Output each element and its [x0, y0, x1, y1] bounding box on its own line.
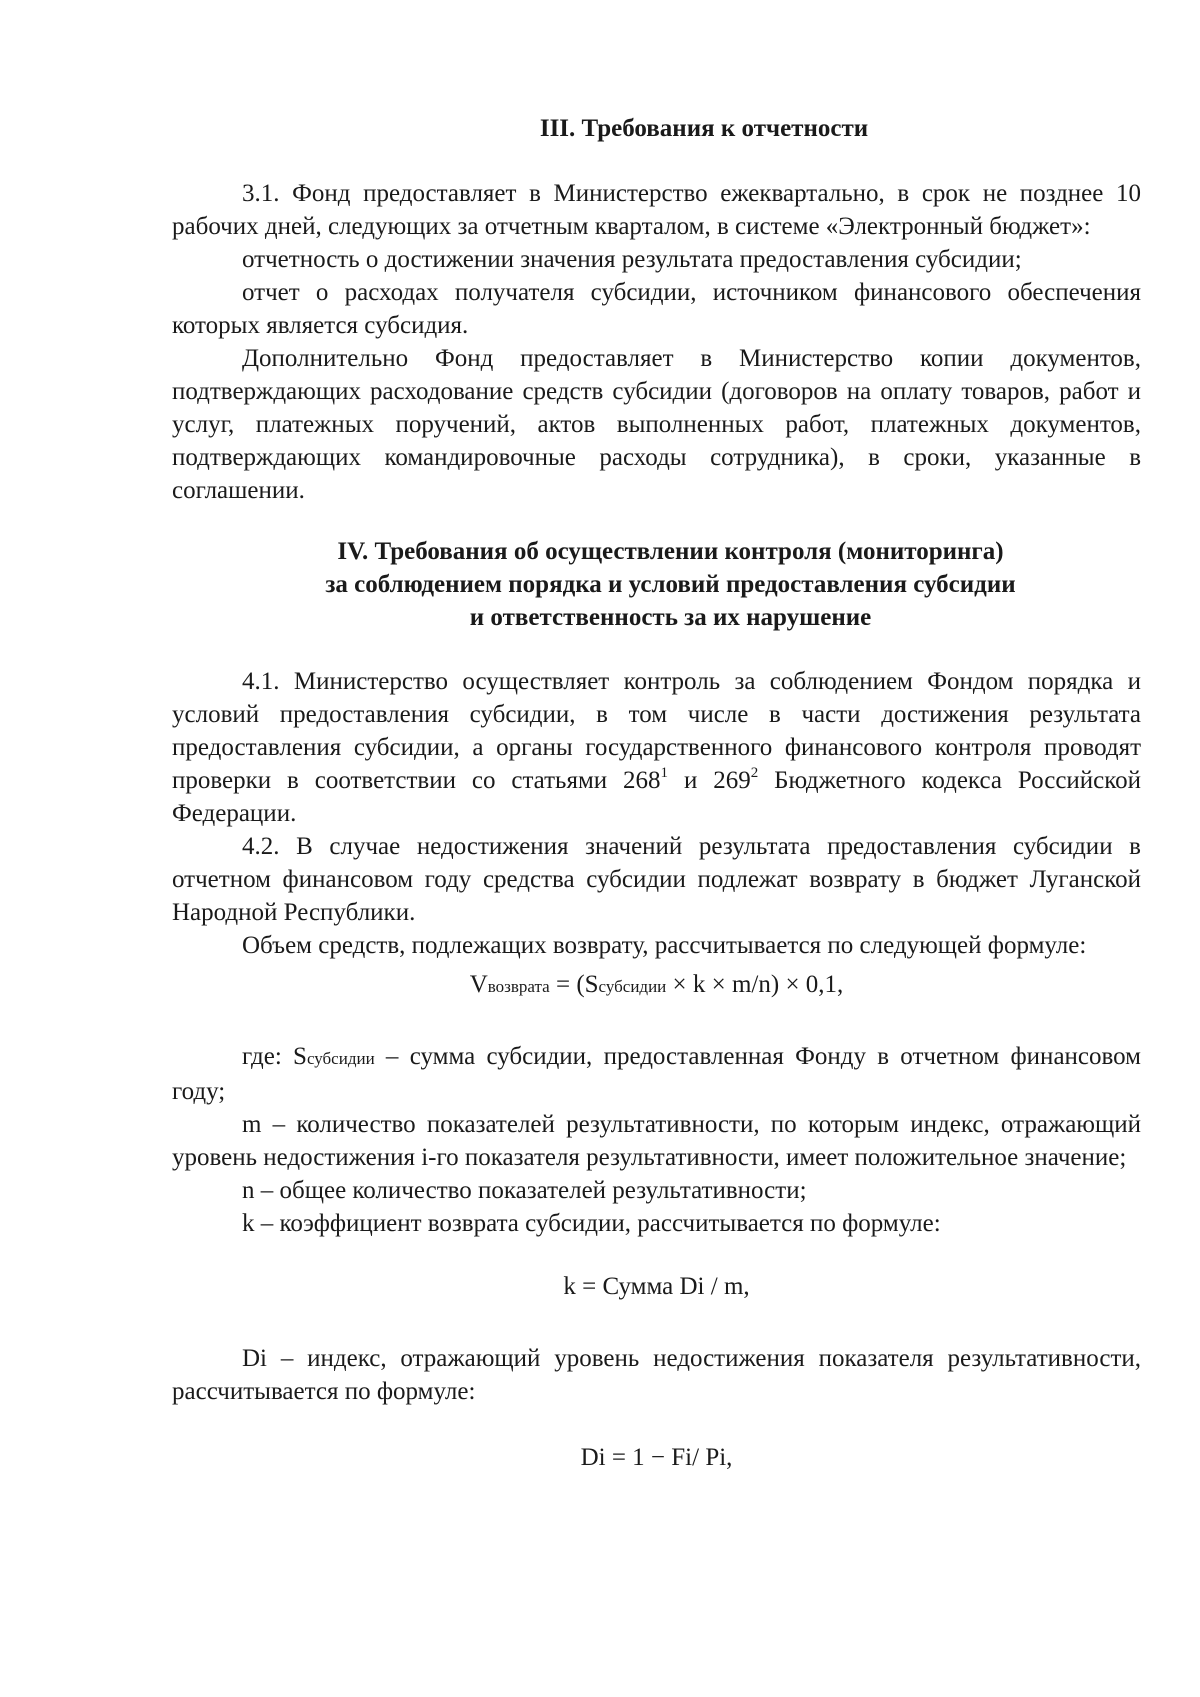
reporting-item-2: отчет о расходах получателя субсидии, источником финансового обеспечения которых является субсидия. — [172, 279, 1141, 339]
additional-documents-paragraph: Дополнительно Фонд предоставляет в Министерство копии документов, подтверждающих расходование средств субсидии (договоров на оплату товаров, работ и услуг, платежных поручений, актов выполненных работ, платежных документов, подтверждающих командировочные расходы сотрудника), в сроки, указанные в соглашении. — [172, 345, 1141, 504]
reporting-item-1: отчетность о достижении значения результата предоставления субсидии; — [242, 246, 1022, 273]
budget-code-reference: Бюджетного кодекса Российской Федерации. — [172, 767, 1142, 827]
section-4-heading-line-1: IV. Требования об осуществлении контроля (мониторинга) — [337, 538, 1004, 565]
document-body — [172, 112, 1141, 1474]
paragraph-4-1 — [172, 665, 1141, 830]
section-4-heading — [200, 535, 1141, 634]
article-269: 269 — [713, 767, 751, 794]
definition-di: Di – индекс, отражающий уровень недостижения показателя результативности, рассчитывается по формуле: — [172, 1345, 1141, 1405]
paragraph-4-2: 4.2. В случае недостижения значений результата предоставления субсидии в отчетном финансовом году средства субсидии подлежат возврату в бюджет Луганской Народной Республики. — [172, 833, 1141, 926]
definition-m: m – количество показателей результативности, по которым индекс, отражающий уровень недостижения i-го показателя результативности, имеет положительное значение; — [172, 1111, 1141, 1171]
formula-di: Di = 1 − Fi/ Pi, — [580, 1444, 733, 1471]
section-3-heading: III. Требования к отчетности — [539, 115, 869, 142]
return-volume-paragraph: Объем средств, подлежащих возврату, рассчитывается по следующей формуле: — [242, 932, 1087, 959]
article-269-sup: 2 — [750, 765, 759, 781]
definition-k: k – коэффициент возврата субсидии, рассчитывается по формуле: — [242, 1210, 941, 1237]
paragraph-3-1: 3.1. Фонд предоставляет в Министерство ежеквартально, в срок не позднее 10 рабочих дней, следующих за отчетным кварталом, в системе «Электронный бюджет»: — [172, 180, 1141, 240]
where-s-subscript: субсидии — [306, 1049, 375, 1068]
section-4-heading-line-3: и ответственность за их нарушение — [469, 604, 872, 631]
paragraph-4-1-text: 4.1. Министерство осуществляет контроль за соблюдением Фондом порядка и условий предоставления субсидии, в том числе в части достижения результата предоставления субсидии, а органы государственного финансового контроля проводят проверки в соответствии со статьями — [172, 668, 1141, 794]
section-4-heading-line-2: за соблюдением порядка и условий предоставления субсидии — [325, 571, 1016, 598]
article-268: 268 — [623, 767, 661, 794]
formula-return-volume: Vвозврата = (Sсубсидии × k × m/n) × 0,1, — [469, 971, 844, 998]
definition-s-subsidy: где: Sсубсидии – сумма субсидии, предоставленная Фонду в отчетном финансовом году; — [172, 1043, 1141, 1105]
v-subscript: возврата — [487, 977, 550, 996]
definition-n: n – общее количество показателей результативности; — [242, 1177, 807, 1204]
formula-k: k = Сумма Di / m, — [563, 1273, 750, 1300]
article-268-sup: 1 — [660, 765, 669, 781]
s-subscript: субсидии — [598, 977, 667, 996]
conjunction-and: и — [683, 767, 698, 794]
